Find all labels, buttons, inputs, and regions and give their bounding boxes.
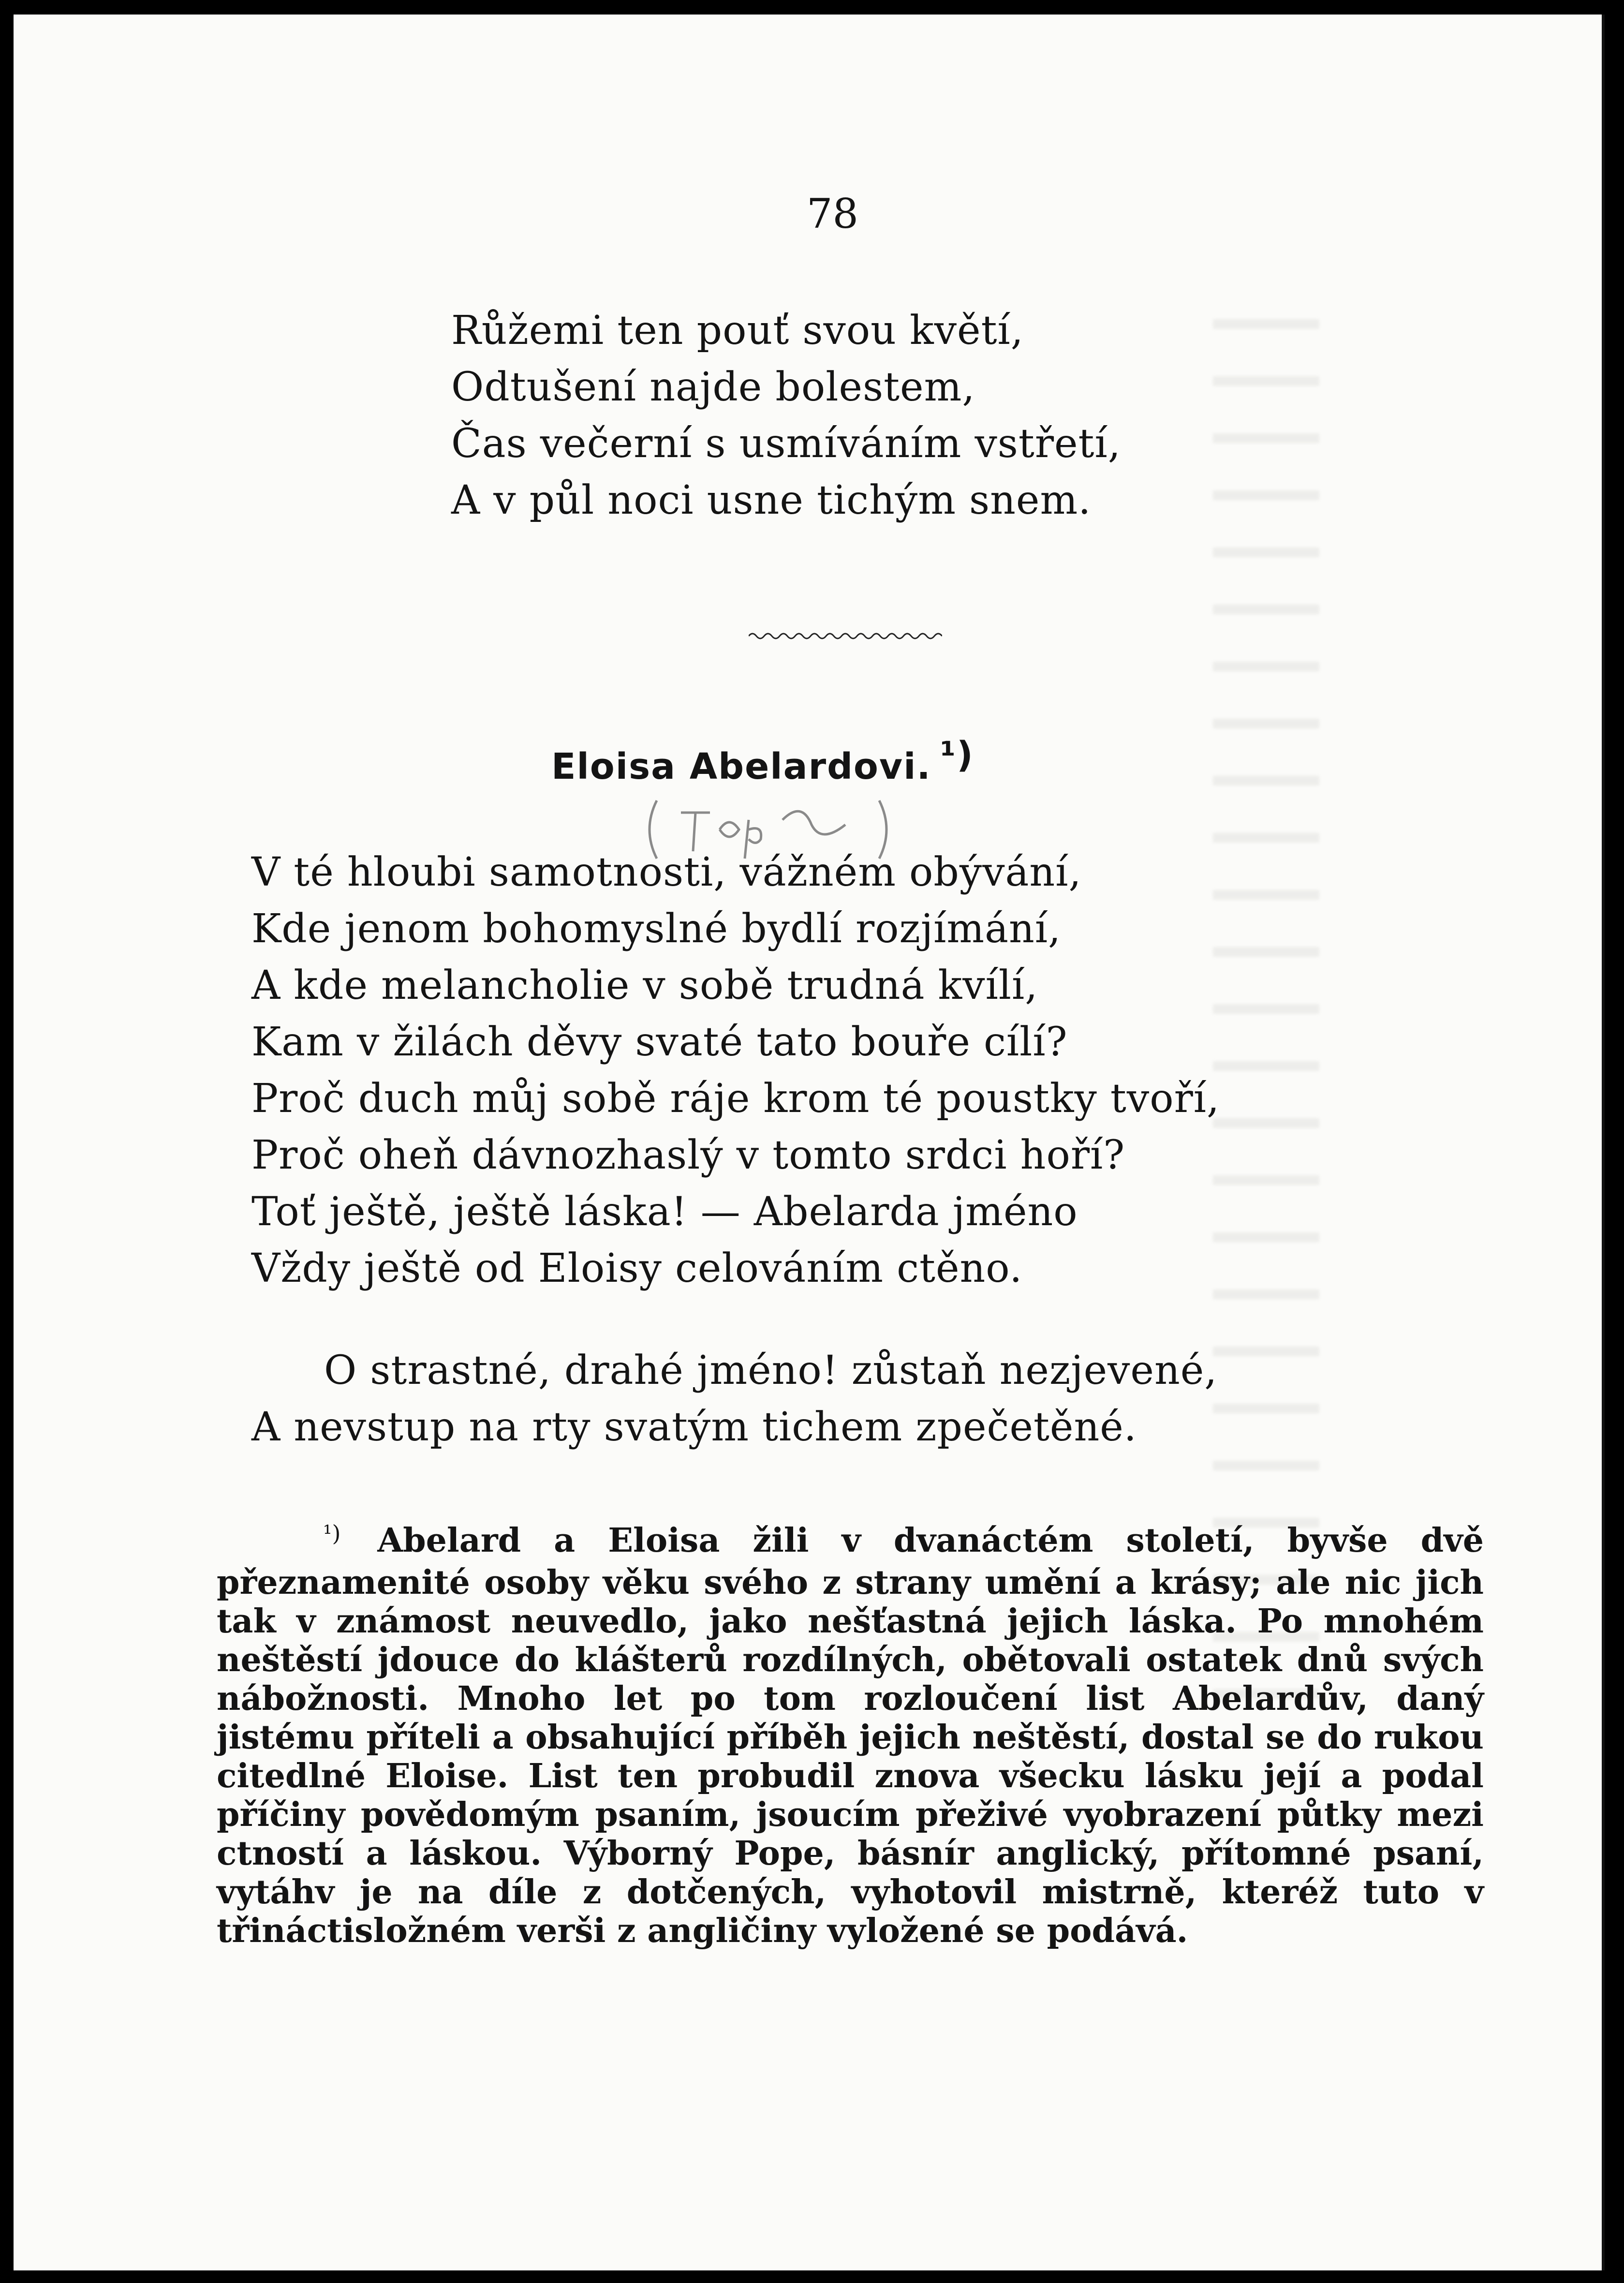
verse-line: A v půl noci usne tichým snem. bbox=[451, 477, 1092, 523]
title-footnote-mark: ¹) bbox=[940, 734, 974, 776]
poem-title-text: Eloisa Abelardovi. bbox=[551, 746, 931, 787]
footnote bbox=[217, 1521, 1484, 1950]
verse-line: Růžemi ten pouť svou květí, bbox=[451, 308, 1024, 354]
verse-line: Proč duch můj sobě ráje krom té poustky tvoří, bbox=[251, 1076, 1220, 1122]
verse-line: A kde melancholie v sobě trudná kvílí, bbox=[251, 963, 1038, 1008]
stanza-previous-poem-ending bbox=[451, 302, 1121, 529]
verse-line: Proč oheň dávnozhaslý v tomto srdci hoří? bbox=[251, 1132, 1125, 1178]
book-page bbox=[14, 15, 1605, 2270]
page-content bbox=[14, 15, 1602, 2270]
verse-line: Čas večerní s usmíváním vstřetí, bbox=[451, 421, 1121, 467]
verse-line: Toť ještě, ještě láska! — Abelarda jméno bbox=[251, 1189, 1078, 1235]
verse-line: Odtušení najde bolestem, bbox=[451, 364, 975, 410]
footnote-mark: ¹) bbox=[323, 1520, 341, 1546]
verse-line: O strastné, drahé jméno! zůstaň nezjevené, bbox=[324, 1348, 1218, 1394]
stanza-second bbox=[251, 1342, 1217, 1455]
poem-title bbox=[551, 734, 974, 788]
page-number: 78 bbox=[807, 190, 858, 237]
verse-line: Vždy ještě od Eloisy celováním ctěno. bbox=[251, 1245, 1023, 1291]
verse-line: V té hloubi samotnosti, vážném obývání, bbox=[251, 849, 1082, 895]
section-divider-flourish bbox=[749, 629, 942, 643]
verse-line: Kam v žilách děvy svaté tato bouře cílí? bbox=[251, 1019, 1068, 1065]
footnote-text: Abelard a Eloisa žili v dvanáctém století, byvše dvě přeznamenité osoby věku svého z strany umění a krásy; ale nic jich tak v známost neuvedlo, jako nešťastná jejich láska. Po mnohém neštěstí jdouce do klášterů rozdílných, obětovali ostatek dnů svých nábožnosti. Mnoho let po tom rozloučení list Abelardův, daný jistému příteli a obsahující příběh jejich neštěstí, dostal se do rukou citedlné Eloise. List ten probudil znova všecku lásku její a podal příčiny povědomým psaním, jsoucím přeživé vyobrazení půtky mezi ctností a láskou. Výborný Pope, básnír anglický, přítomné psaní, vytáhv je na díle z dotčených, vyhotovil mistrně, kteréž tuto v třináctisložném verši z angličiny vyložené se podává. bbox=[217, 1521, 1484, 1950]
verse-line: Kde jenom bohomyslné bydlí rozjímání, bbox=[251, 906, 1062, 952]
stanza-opening bbox=[251, 844, 1220, 1297]
verse-line: A nevstup na rty svatým tichem zpečetěné. bbox=[251, 1404, 1137, 1450]
